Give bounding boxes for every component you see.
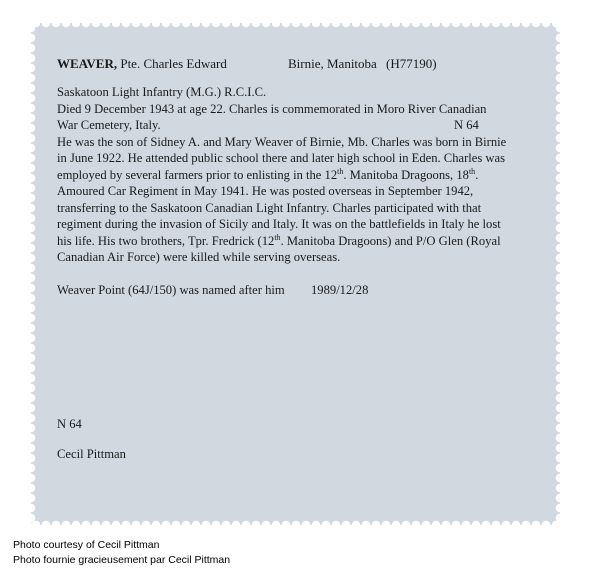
photo-credit-english: Photo courtesy of Cecil Pittman [13,539,160,551]
soldier-name [57,56,227,73]
soldier-given-name: Pte. Charles Edward [117,56,227,71]
card-scalloped-edge-top [31,23,560,31]
cemetery-line [57,117,557,134]
bio-line-5: transferring to the Saskatoon Canadian Light Infantry. Charles participated with that [57,200,482,215]
card-scalloped-edge-bottom [31,517,560,525]
service-number: (H77190) [386,56,437,71]
card-content [57,56,557,299]
bio-line-1: He was the son of Sidney A. and Mary Weaver of Birnie, Mb. Charles was born in Birnie [57,134,507,149]
place-naming-date: 1989/12/28 [311,282,369,297]
bio-line-8: Canadian Air Force) were killed while serving overseas. [57,250,341,264]
unit-line: Saskatoon Light Infantry (M.G.) R.C.I.C. [57,85,267,99]
card-scalloped-edge-left [31,23,39,525]
bio-line-3: employed by several farmers prior to enlisting in the 12th. Manitoba Dragoons, 18th. [57,166,479,182]
bio-line-7: his life. His two brothers, Tpr. Fredrick (12th. Manitoba Dragoons) and P/O Glen (Royal [57,232,501,248]
death-line: Died 9 December 1943 at age 22. Charles is commemorated in Moro River Canadian [57,101,487,116]
photo-credit-french: Photo fournie gracieusement par Cecil Pittman [13,554,231,566]
cemetery-text: War Cemetery, Italy. [57,118,161,132]
place-naming-text: Weaver Point (64J/150) was named after him [57,282,285,297]
reference-code-top: N 64 [454,118,479,132]
bio-line-6: regiment during the invasion of Sicily and Italy. It was on the battlefields in Italy he lost [57,217,501,231]
place-naming-line [57,282,557,299]
card-header [57,56,557,74]
author-signature: Cecil Pittman [57,447,126,461]
reference-code-bottom: N 64 [57,417,82,431]
bio-line-4: Amoured Car Regiment in May 1941. He was posted overseas in September 1942, [57,184,474,198]
soldier-surname: WEAVER, [57,56,118,71]
bio-line-2: in June 1922. He attended public school there and later high school in Eden. Charles was [57,151,506,165]
hometown: Birnie, Manitoba [288,56,377,71]
